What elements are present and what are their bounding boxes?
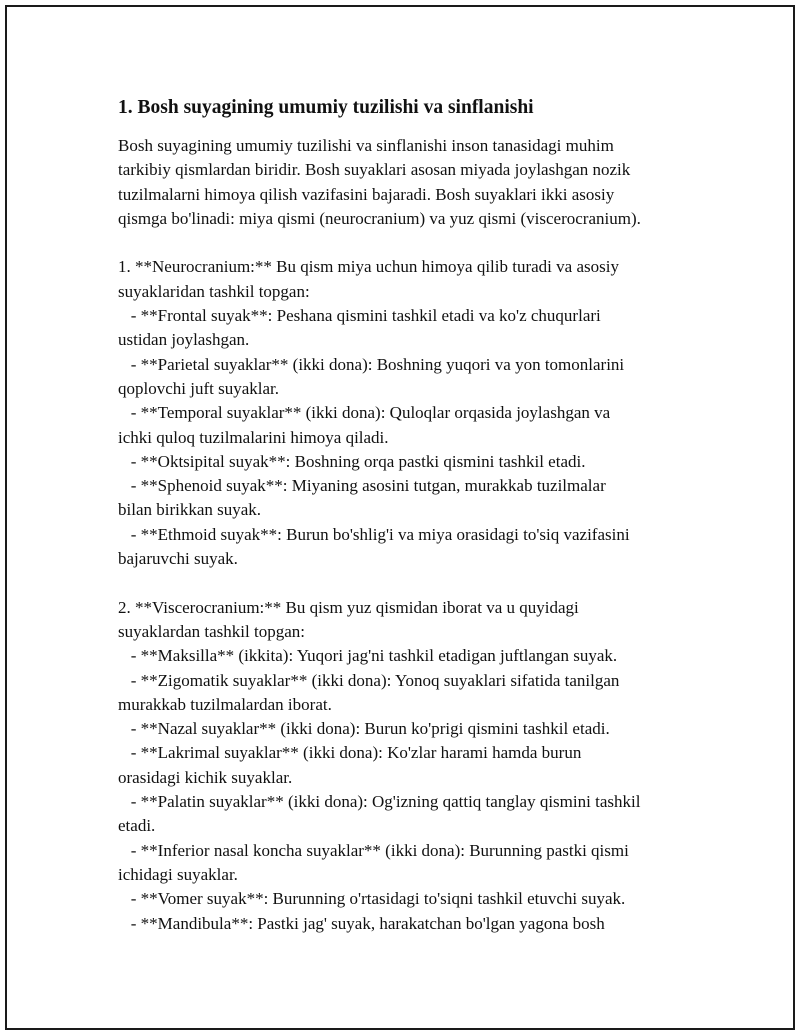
list-item-temporal: - **Temporal suyaklar** (ikki dona): Quloqlar orqasida joylashgan va bbox=[118, 403, 611, 423]
page-title: 1. Bosh suyagining umumiy tuzilishi va sinflanishi bbox=[118, 97, 534, 118]
section-heading-line: 2. **Viscerocranium:** Bu qism yuz qismidan iborat va u quyidagi bbox=[118, 597, 579, 617]
list-item-lakrimal: - **Lakrimal suyaklar** (ikki dona): Ko'zlar harami hamda burun bbox=[118, 743, 582, 763]
intro-line: qismga bo'linadi: miya qismi (neurocranium) va yuz qismi (viscerocranium). bbox=[118, 208, 641, 228]
list-item-zigomatik: - **Zigomatik suyaklar** (ikki dona): Yonoq suyaklari sifatida tanilgan bbox=[118, 670, 620, 690]
list-item-continuation: ichidagi suyaklar. bbox=[118, 864, 238, 884]
list-item-palatin: - **Palatin suyaklar** (ikki dona): Og'izning qattiq tanglay qismini tashkil bbox=[118, 792, 641, 812]
document-body bbox=[118, 96, 688, 936]
list-item-vomer: - **Vomer suyak**: Burunning o'rtasidagi to'siqni tashkil etuvchi suyak. bbox=[118, 889, 626, 909]
list-item-ethmoid: - **Ethmoid suyak**: Burun bo'shlig'i va miya orasidagi to'siq vazifasini bbox=[118, 524, 630, 544]
neurocranium-section bbox=[118, 255, 688, 571]
intro-line: tuzilmalarni himoya qilish vazifasini bajaradi. Bosh suyaklari ikki asosiy bbox=[118, 184, 615, 204]
section-line: suyaklaridan tashkil topgan: bbox=[118, 281, 310, 301]
list-item-sphenoid: - **Sphenoid suyak**: Miyaning asosini tutgan, murakkab tuzilmalar bbox=[118, 476, 606, 496]
list-item-frontal: - **Frontal suyak**: Peshana qismini tashkil etadi va ko'z chuqurlari bbox=[118, 306, 601, 326]
list-item-oktsipital: - **Oktsipital suyak**: Boshning orqa pastki qismini tashkil etadi. bbox=[118, 451, 586, 471]
section-line: suyaklardan tashkil topgan: bbox=[118, 621, 305, 641]
list-item-continuation: etadi. bbox=[118, 816, 156, 836]
list-item-mandibula: - **Mandibula**: Pastki jag' suyak, harakatchan bo'lgan yagona bosh bbox=[118, 913, 605, 933]
intro-line: Bosh suyagining umumiy tuzilishi va sinflanishi inson tanasidagi muhim bbox=[118, 136, 614, 155]
list-item-inferior-nasal-koncha: - **Inferior nasal koncha suyaklar** (ikki dona): Burunning pastki qismi bbox=[118, 840, 629, 860]
paragraph-gap bbox=[118, 571, 688, 595]
intro-line: tarkibiy qismlardan biridir. Bosh suyaklari asosan miyada joylashgan nozik bbox=[118, 160, 631, 180]
list-item-nazal: - **Nazal suyaklar** (ikki dona): Burun ko'prigi qismini tashkil etadi. bbox=[118, 719, 610, 739]
list-item-continuation: orasidagi kichik suyaklar. bbox=[118, 767, 293, 787]
list-item-continuation: qoplovchi juft suyaklar. bbox=[118, 378, 280, 398]
section-heading-line: 1. **Neurocranium:** Bu qism miya uchun himoya qilib turadi va asosiy bbox=[118, 257, 619, 277]
list-item-continuation: ichki quloq tuzilmalarini himoya qiladi. bbox=[118, 427, 389, 447]
list-item-maksilla: - **Maksilla** (ikkita): Yuqori jag'ni tashkil etadigan juftlangan suyak. bbox=[118, 646, 618, 666]
intro-paragraph bbox=[118, 134, 688, 231]
list-item-continuation: bajaruvchi suyak. bbox=[118, 549, 238, 569]
list-item-continuation: bilan birikkan suyak. bbox=[118, 500, 262, 520]
paragraph-gap bbox=[118, 231, 688, 255]
list-item-continuation: ustidan joylashgan. bbox=[118, 330, 250, 350]
list-item-continuation: murakkab tuzilmalardan iborat. bbox=[118, 694, 332, 714]
list-item-parietal: - **Parietal suyaklar** (ikki dona): Boshning yuqori va yon tomonlarini bbox=[118, 354, 625, 374]
viscerocranium-section bbox=[118, 596, 688, 936]
